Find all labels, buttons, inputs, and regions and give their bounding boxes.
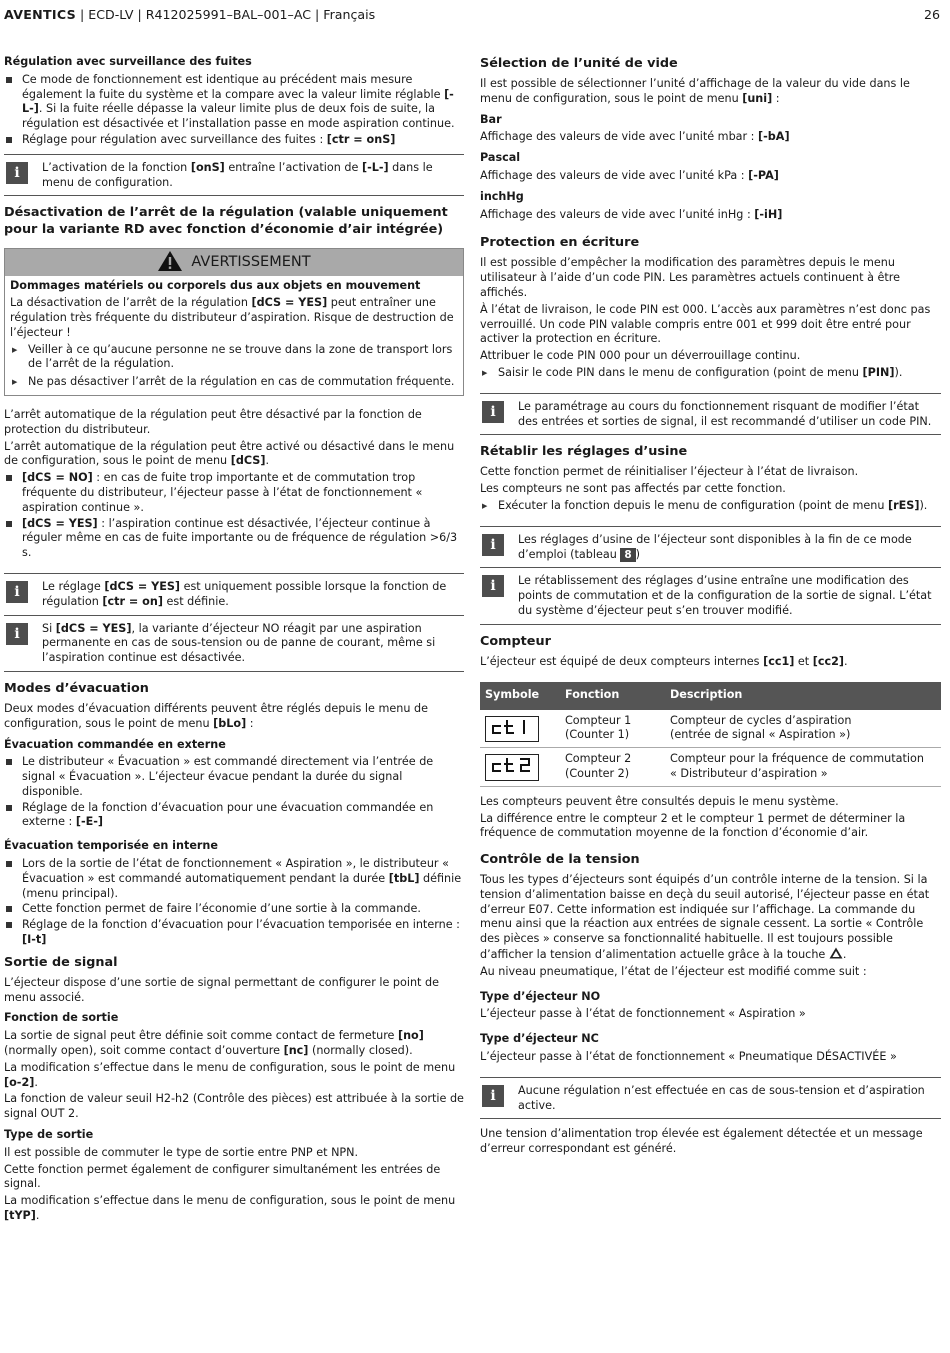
info-note [480,393,941,436]
cell-text: (Counter 2) [565,766,630,780]
paragraph: La sortie de signal peut être définie soit comme contact de fermeture [no] (normally open), soit comme contact d’ouverture [nc] (normally closed). [4,1029,424,1058]
paragraph: Affichage des valeurs de vide avec l’unité kPa : [-PA] [480,168,779,182]
heading-compteur: Compteur [480,633,551,649]
subheading-evacuation-externe: Évacuation commandée en externe [4,737,226,751]
paragraph: Affichage des valeurs de vide avec l’unité mbar : [-bA] [480,130,790,144]
paragraph: L’arrêt automatique de la régulation peut être activé ou désactivé dans le menu de configuration, sous le point de menu [dCS]. [4,439,455,468]
list-dcs [4,471,464,561]
page-number: 26 [923,7,940,22]
heading-regulation-fuites: Régulation avec surveillance des fuites [4,55,252,68]
note-text: Le paramétrage au cours du fonctionnement risquant de modifier l’état des entrées et sorties de signal, il est recommandé d’utiliser un code PIN. [518,399,932,428]
subheading-type-sortie: Type de sortie [4,1128,94,1142]
description-cell [665,748,941,787]
note-text: Le rétablissement des réglages d’usine entraîne une modification des points de commutation et de la configuration de la sortie de signal. L’état du système d’éjecteur peut s’en trouver modifié. [518,574,932,617]
heading-modes-evacuation: Modes d’évacuation [4,680,149,696]
info-icon: i [482,401,504,423]
seven-segment-display [489,718,535,736]
left-column [4,55,464,1226]
column-header: Description [665,682,941,710]
subheading-type-no: Type d’éjecteur NO [480,989,601,1003]
list-item: [dCS = NO] : en cas de fuite trop importante et de commutation trop fréquente du distributeur, l’éjecteur passe à l’état de fonctionnement « aspiration continue ». [4,471,464,515]
info-note [4,616,464,672]
warning-key-icon [829,947,843,959]
paragraph: Affichage des valeurs de vide avec l’unité inHg : [-iH] [480,207,783,221]
paragraph: Les compteurs peuvent être consultés depuis le menu système. [480,794,839,808]
paragraph [480,873,941,963]
counter-table [480,682,941,787]
symbol-cell [480,710,560,748]
cell-text: (Counter 1) [565,728,630,742]
list-item: ▶ Ne pas désactiver l’arrêt de la régulation en cas de commutation fréquente. [10,375,458,390]
paragraph-text: Tous les types d’éjecteurs sont équipés d’un contrôle interne de la tension. Si la tension d’alimentation baisse en deçà du seuil autorisé, l’éjecteur passe en état d’erreur E07. Cette information est indiquée sur l’affichage. La commande du menu ainsi que la réaction aux entrées de signale cessent. La sortie « Contrôle des pièces » conserve sa fonctionnalité habituelle. Il est toujours possible d’afficher la tension d’alimentation actuelle grâce à la touche [480,873,930,962]
paragraph: L’éjecteur passe à l’état de fonctionnement « Pneumatique DÉSACTIVÉE » [480,1050,897,1064]
heading-unite-vide: Sélection de l’unité de vide [480,56,678,71]
table-row [480,748,941,787]
document-reference: | ECD-LV | R412025991–BAL–001–AC | Français [76,7,376,22]
list-evacuation-externe [4,755,464,830]
list-item: Ce mode de fonctionnement est identique au précédent mais mesure également la fuite du système et la compare avec la valeur limite réglable [-L-]. Si la fuite réelle dépasse la valeur limite plus de deux fois de suite, la régulation est désactivée et l’installation passe en mode aspiration continue. [4,73,464,132]
info-icon: i [6,581,28,603]
cell-text: Compteur 2 [565,752,632,766]
warning-text: La désactivation de l’arrêt de la régulation [dCS = YES] peut entraîner une régulation très fréquente du distributeur d’aspiration. Risque de destruction de l’éjecteur ! [10,296,454,339]
paragraph: La différence entre le compteur 2 et le compteur 1 permet de déterminer la fréquence de commutation moyenne de la fonction d’économie d’air. [480,811,906,840]
subheading-pascal: Pascal [480,151,521,165]
info-icon: i [6,623,28,645]
right-column [480,55,941,1159]
paragraph: Cette fonction permet également de configurer simultanément les entrées de signal. [4,1162,441,1191]
subheading-type-nc: Type d’éjecteur NC [480,1032,599,1046]
warning-actions [10,343,458,390]
lcd-ct2-icon [485,754,539,781]
table-reference-tag[interactable]: 8 [620,548,635,562]
heading-protection-ecriture: Protection en écriture [480,235,640,251]
paragraph: La modification s’effectue dans le menu de configuration, sous le point de menu [o-2]. [4,1060,456,1089]
warning-box [4,248,464,396]
list-item: Réglage de la fonction d’évacuation pour une évacuation commandée en externe : [-E-] [4,801,464,831]
lcd-ct1-icon [485,716,539,743]
function-cell [560,710,665,748]
cell-text: (entrée de signal « Aspiration ») [670,728,851,742]
note-text: L’activation de la fonction [onS] entraîne l’activation de [-L-] dans le menu de configuration. [42,160,433,189]
list-item: ▶ Exécuter la fonction depuis le menu de configuration (point de menu [rES]). [480,499,941,514]
page-header [4,8,940,23]
info-icon: i [6,162,28,184]
subheading-evacuation-interne: Évacuation temporisée en interne [4,839,218,853]
symbol-cell [480,748,560,787]
list-protection [480,366,941,381]
table-row [480,710,941,748]
list-item: Le distributeur « Évacuation » est commandé directement via l’entrée de signal « Évacuation ». L’éjecteur évacue pendant la durée du signal disponible. [4,755,464,799]
paragraph: À l’état de livraison, le code PIN est 000. L’accès aux paramètres n’est donc pas verrouillé. Un code PIN valable compris entre 001 et 999 doit être entré pour activer la protection en écriture. [480,302,931,346]
paragraph: Attribuer le code PIN 000 pour un déverrouillage continu. [480,349,801,363]
subheading-fonction-sortie: Fonction de sortie [4,1011,119,1025]
paragraph: Les compteurs ne sont pas affectés par cette fonction. [480,482,786,496]
note-text: Le réglage [dCS = YES] est uniquement possible lorsque la fonction de régulation [ctr = on] est définie. [42,579,447,608]
paragraph: Il est possible d’empêcher la modification des paramètres depuis le menu utilisateur à l’aide d’un code PIN. Les paramètres actuels continuent à être affichés. [480,256,901,299]
list-retablir [480,499,941,514]
paragraph: Il est possible de commuter le type de sortie entre PNP et NPN. [4,1145,359,1159]
note-text: Aucune régulation n’est effectuée en cas de sous-tension et d’aspiration active. [518,1083,925,1112]
paragraph: Il est possible de sélectionner l’unité d’affichage de la valeur du vide dans le menu de configuration, sous le point de menu [uni] : [480,77,910,105]
paragraph: L’éjecteur dispose d’une sortie de signal permettant de configurer le point de menu associé. [4,975,439,1004]
warning-header [5,249,463,276]
description-cell [665,710,941,748]
cell-text: Compteur pour la fréquence de commutation [670,752,924,766]
list-item: [dCS = YES] : l’aspiration continue est désactivée, l’éjecteur continue à réguler même en cas de fuite importante ou de fréquence de régulation >6/3 s. [4,517,464,561]
info-note [480,1077,941,1120]
paragraph: Une tension d’alimentation trop élevée est également détectée et un message d’erreur correspondant est généré. [480,1127,923,1156]
cell-text: Compteur de cycles d’aspiration [670,713,852,727]
info-icon: i [482,575,504,597]
list-item: ▶ Saisir le code PIN dans le menu de configuration (point de menu [PIN]). [480,366,941,381]
paragraph: Cette fonction permet de réinitialiser l’éjecteur à l’état de livraison. [480,465,859,479]
note-text: Si [dCS = YES], la variante d’éjecteur NO réagit par une aspiration permanente en cas de sous-tension ou de panne de courant, même si l’aspiration continue est désactivée. [42,621,436,665]
heading-controle-tension: Contrôle de la tension [480,852,640,868]
function-cell [560,748,665,787]
info-note [4,573,464,616]
column-header: Fonction [560,682,665,710]
cell-text: « Distributeur d’aspiration » [670,766,828,780]
subheading-inchhg: inchHg [480,189,524,203]
paragraph: La fonction de valeur seuil H2-h2 (Contrôle des pièces) est attribuée à la sortie de signal OUT 2. [4,1092,464,1121]
info-icon: i [482,1085,504,1107]
info-note [4,154,464,197]
warning-label: AVERTISSEMENT [191,254,311,271]
paragraph: Deux modes d’évacuation différents peuvent être réglés depuis le menu de configuration, sous le point de menu [bLo] : [4,701,428,730]
paragraph: L’éjecteur passe à l’état de fonctionnement « Aspiration » [480,1007,806,1021]
list-item: Réglage pour régulation avec surveillance des fuites : [ctr = onS] [4,133,464,148]
list-item: Lors de la sortie de l’état de fonctionnement « Aspiration », le distributeur « Évacuation » est commandé automatiquement pendant la durée [tbL] définie (menu principal). [4,857,464,901]
brand-name: AVENTICS [4,7,77,22]
list-item: Cette fonction permet de faire l’économie d’une sortie à la commande. [4,902,464,917]
heading-retablir: Rétablir les réglages d’usine [480,444,688,460]
list-item: Réglage de la fonction d’évacuation pour l’évacuation temporisée en interne : [I-t] [4,918,464,948]
paragraph: La modification s’effectue dans le menu de configuration, sous le point de menu [tYP]. [4,1194,456,1223]
paragraph: Au niveau pneumatique, l’état de l’éjecteur est modifié comme suit : [480,964,867,978]
paragraph: L’éjecteur est équipé de deux compteurs internes [cc1] et [cc2]. [480,654,848,668]
note-text-part: Les réglages d’usine de l’éjecteur sont disponibles à la fin de ce mode d’emploi (tableau [518,532,912,561]
paragraph: L’arrêt automatique de la régulation peut être désactivé par la fonction de protection du distributeur. [4,407,422,436]
column-header: Symbole [480,682,560,710]
warning-triangle-icon [157,250,183,272]
warning-subtitle: Dommages matériels ou corporels dus aux objets en mouvement [10,279,421,293]
cell-text: Compteur 1 [565,713,632,727]
table-header-row [480,682,941,710]
heading-sortie-signal: Sortie de signal [4,954,118,970]
note-text [518,533,912,561]
info-icon: i [482,534,504,556]
list-regulation-fuites [4,73,464,148]
list-item: ▶ Veiller à ce qu’aucune personne ne se trouve dans la zone de transport lors de l’arrêt de la régulation. [10,343,458,373]
warning-body [5,276,463,395]
heading-desactivation: Désactivation de l’arrêt de la régulation (valable uniquement pour la variante RD avec fonction d’économie d’air intégrée) [4,205,448,238]
list-evacuation-interne [4,857,464,948]
info-note [480,568,941,624]
note-text-part: ) [635,547,641,561]
seven-segment-display [489,756,535,774]
info-note [480,526,941,569]
subheading-bar: Bar [480,112,502,126]
paragraph-text: . [842,948,847,962]
